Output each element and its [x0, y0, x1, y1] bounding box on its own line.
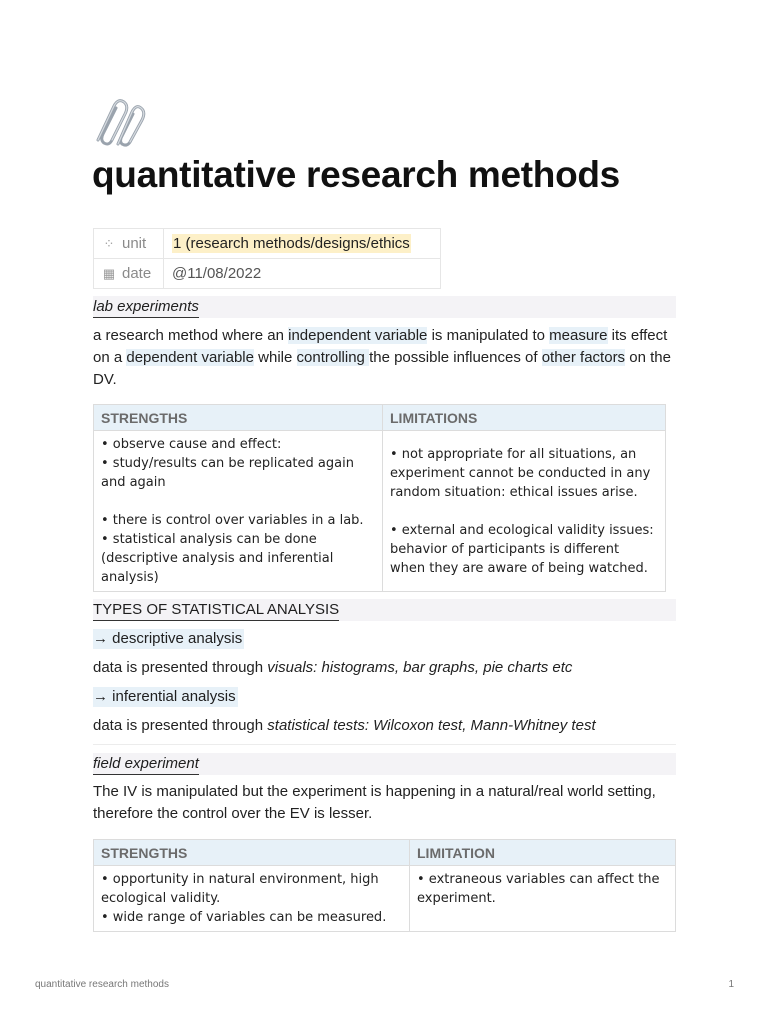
property-row-date[interactable]	[94, 259, 441, 289]
table-header-strengths: STRENGTHS	[94, 840, 410, 866]
lab-definition: a research method where an independent variable is manipulated to measure its effect on a dependent variable while controlling the possible influences of other factors on the DV.	[93, 327, 671, 388]
inferential-analysis-label[interactable]: → inferential analysis	[93, 688, 236, 705]
paperclip-icon	[92, 96, 148, 148]
field-definition: The IV is manipulated but the experiment is happening in a natural/real world setting, therefore the control over the EV is lesser.	[93, 783, 656, 822]
descriptive-analysis-text: data is presented through visuals: histograms, bar graphs, pie charts etc	[93, 659, 573, 676]
calendar-icon: ▦	[102, 266, 116, 282]
table-header-strengths: STRENGTHS	[94, 405, 383, 431]
footer-title: quantitative research methods	[35, 979, 169, 990]
inferential-analysis-text: data is presented through statistical tests: Wilcoxon test, Mann-Whitney test	[93, 717, 596, 734]
page-title: quantitative research methods	[92, 154, 620, 195]
table-cell-limitation: • extraneous variables can affect the experiment.	[410, 866, 676, 932]
table-header-limitations: LIMITATIONS	[383, 405, 666, 431]
table-cell-strengths: • opportunity in natural environment, high ecological validity. • wide range of variables can be measured.	[94, 866, 410, 932]
section-divider	[93, 744, 676, 745]
statistical-analysis-heading[interactable]: TYPES OF STATISTICAL ANALYSIS	[93, 600, 339, 621]
property-row-unit[interactable]	[94, 229, 441, 259]
descriptive-analysis-label[interactable]: → descriptive analysis	[93, 630, 243, 647]
lab-experiments-heading[interactable]: lab experiments	[93, 297, 199, 318]
table-cell-limitations: • not appropriate for all situations, an experiment cannot be conducted in any random situation: ethical issues arise. • external and ecological validity issues: behavior of participants is different when they are aware of being watched.	[383, 431, 666, 592]
lab-strengths-limitations-table	[93, 404, 666, 592]
properties-table	[93, 228, 441, 289]
table-cell-strengths: • observe cause and effect: • study/results can be replicated again and again • there is control over variables in a lab. • statistical analysis can be done (descriptive analysis and inferential analysis)	[94, 431, 383, 592]
field-strengths-limitations-table	[93, 839, 676, 932]
property-value-date[interactable]: @11/08/2022	[164, 259, 441, 289]
property-value-unit[interactable]: 1 (research methods/designs/ethics	[164, 229, 441, 259]
property-key-unit: ⁘ unit	[94, 229, 164, 259]
footer-page-number: 1	[728, 979, 734, 990]
field-experiment-heading[interactable]: field experiment	[93, 754, 199, 775]
status-icon: ⁘	[103, 236, 115, 252]
table-header-limitation: LIMITATION	[410, 840, 676, 866]
property-key-date: ▦ date	[94, 259, 164, 289]
